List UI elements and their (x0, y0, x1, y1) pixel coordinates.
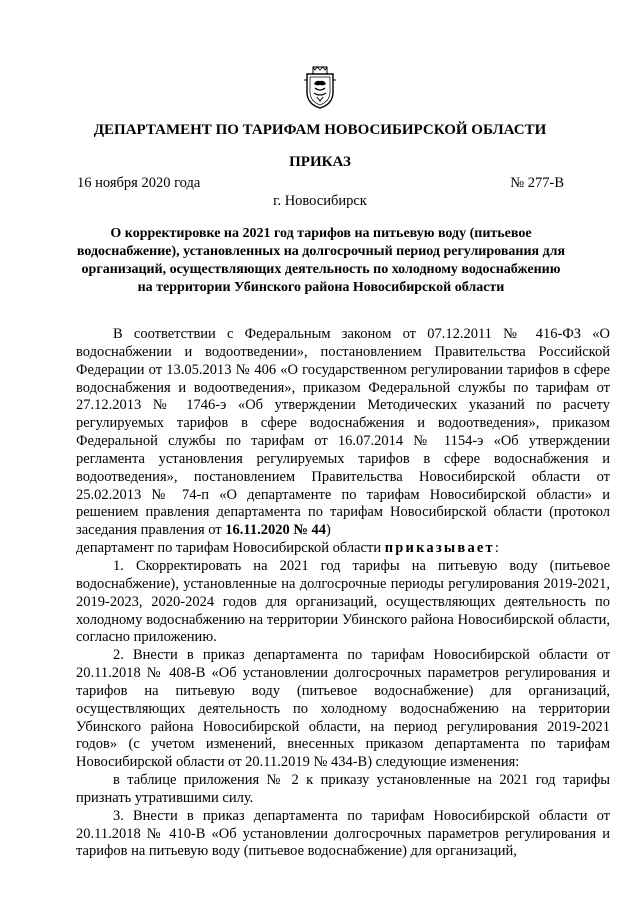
preamble-paragraph (76, 326, 610, 540)
orders-line (76, 540, 610, 558)
order-date: 16 ноября 2020 года (77, 175, 201, 191)
preamble-end: ) (326, 522, 331, 539)
item-3: 3. Внести в приказ департамента по тарифам Новосибирской области от 20.11.2018 № 410-В «Об установлении долгосрочных параметров регулирования и тарифов на питьевую воду (питьевое водоснабжение) для организаций, (76, 807, 610, 860)
order-body (76, 326, 610, 861)
item-1: 1. Скорректировать на 2021 год тарифы на питьевую воду (питьевое водоснабжение), установленные на долгосрочные периоды регулирования 2019-2021, 2019-2023, 2020-2024 годов для организаций, осуществляющих деятельность по холодному водоснабжению на территории Убинского района Новосибирской области, согласно приложению. (76, 557, 610, 646)
item-2: 2. Внести в приказ департамента по тарифам Новосибирской области от 20.11.2018 № 408-В «Об установлении долгосрочных параметров регулирования и тарифов на питьевую воду (питьевое водоснабжение) для организаций, осуществляющих деятельность по холодному водоснабжению на территории Убинского района Новосибирской области, на период регулирования 2019-2021 годов» (с учетом изменений, внесенных приказом департамента по тарифам Новосибирской области от 20.11.2019 № 434-В) следующие изменения: (76, 647, 610, 771)
order-number: № 277-В (510, 175, 564, 191)
document-type: ПРИКАЗ (289, 154, 351, 170)
item-2-subitem: в таблице приложения № 2 к приказу установленные на 2021 год тарифы признать утратившими силу. (76, 772, 610, 806)
orders-colon: : (494, 540, 499, 557)
protocol-reference: 16.11.2020 № 44 (225, 522, 327, 539)
preamble-text: В соответствии с Федеральным законом от 07.12.2011 № 416-ФЗ «О водоснабжении и водоотведении», постановлением Правительства Российской Федерации от 13.05.2013 № 406 «О государственном регулировании тарифов в сфере водоснабжения и водоотведения», приказом Федеральной службы по тарифам от 27.12.2013 № 1746-э «Об утверждении Методических указаний по расчету регулируемых тарифов в сфере водоснабжения и водоотведения», приказом Федеральной службы по тарифам от 16.07.2014 № 1154-э «Об утверждении регламента установления регулируемых тарифов в сфере водоснабжения и водоотведения», постановлением Правительства Новосибирской области от 25.02.2013 № 74-п «О департаменте по тарифам Новосибирской области» и решением правления департамента по тарифам Новосибирской области (протокол заседания правления от (76, 326, 610, 539)
department-title: ДЕПАРТАМЕНТ ПО ТАРИФАМ НОВОСИБИРСКОЙ ОБЛАСТИ (93, 122, 547, 138)
orders-lead: департамент по тарифам Новосибирской области (76, 540, 385, 557)
coat-of-arms-icon (303, 66, 337, 110)
orders-word: приказывает (384, 540, 495, 557)
order-city: г. Новосибирск (273, 193, 367, 209)
order-subject: О корректировке на 2021 год тарифов на питьевую воду (питьевое водоснабжение), установленных на долгосрочный период регулирования для организаций, осуществляющих деятельность по холодному водоснабжению на территории Убинского района Новосибирской области (76, 226, 566, 295)
